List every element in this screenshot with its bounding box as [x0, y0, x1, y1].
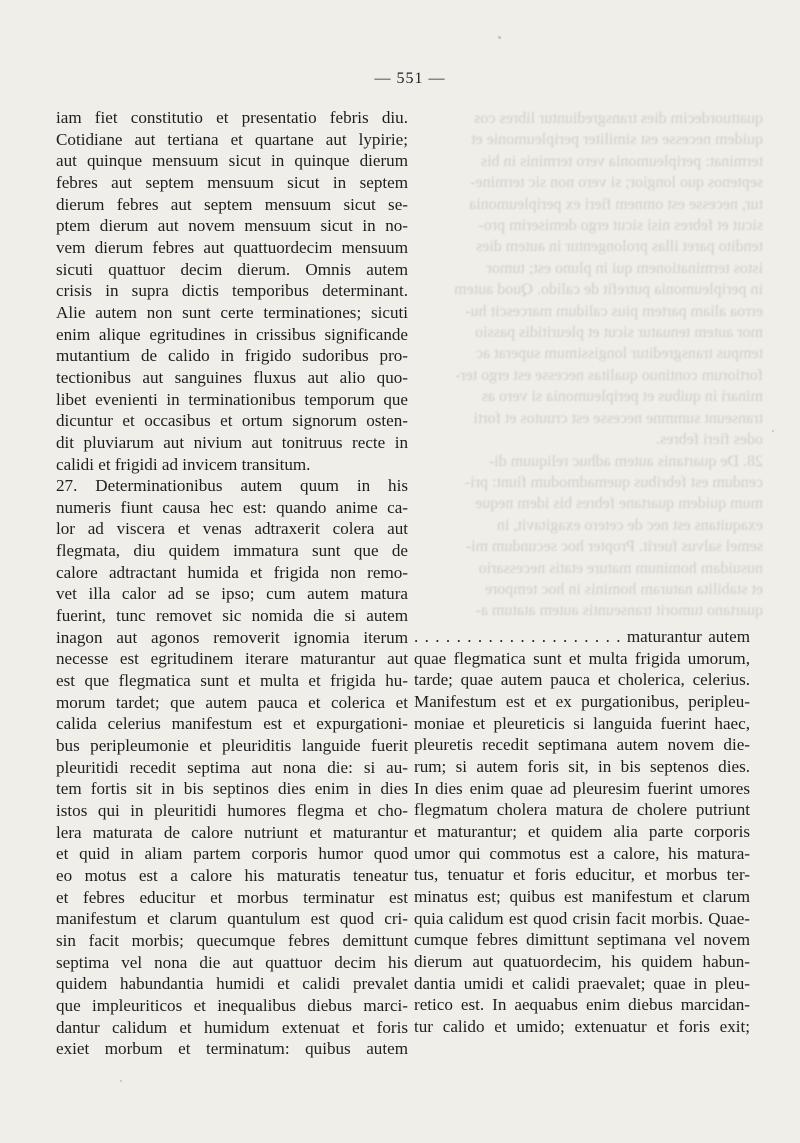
text-line: Cotidiane aut tertiana et quartane aut lypirie;	[56, 129, 408, 149]
text-line: quidem habundantia humidi et calidi prevalet	[56, 974, 408, 994]
text-line: eo motus est a calore his maturatis teneatur	[56, 865, 408, 885]
text-line: transeunt summne necesse est cruutos et forti	[473, 409, 763, 427]
text-line: et quid in aliam partem corporis humor quod	[56, 844, 408, 864]
text-line: et febres educitur et morbus terminatur est	[56, 887, 408, 907]
paper-speck	[498, 36, 501, 39]
text-line: inagon aut agonos removerit ignomia iterum	[56, 627, 408, 647]
text-line: nusuidam hominum mature etatis necessario	[478, 559, 763, 577]
text-line: ptem dierum aut novem mensuum sicut in no-	[56, 216, 408, 236]
text-line: istos terminationem qui in pluno est; tumor	[486, 259, 763, 277]
text-line: et stabilita naturam hominis in hoc tempore	[484, 580, 763, 598]
text-line: exaquitans est nec de cetero exagitavit, in	[496, 516, 763, 534]
text-line: flegmata, diu quidem immatura sunt que de	[56, 541, 408, 561]
right-column-text	[414, 626, 750, 1037]
text-line: dantia umidi et calidi praevalet; quae in pleu-	[414, 973, 750, 993]
text-line: pleuritidi recedit septima aut nona die: si au-	[56, 757, 408, 777]
text-line: terminat: peripleumonia vero terminis in bis	[480, 152, 763, 170]
text-line: tem fortis sit in bis septinos dies enim in dies	[56, 779, 408, 799]
text-line: calore adtractant humida et frigida non remo-	[56, 562, 408, 582]
text-line: quae flegmatica sunt et multa frigida umorum,	[414, 648, 750, 668]
text-line: minatus est; quibus est manifestum et clarum	[414, 886, 750, 906]
text-line: calida celerius manifestum est et expurgationi-	[56, 714, 408, 734]
text-line: quattuordecim dies transgrediuntur libres cos	[474, 110, 763, 127]
text-line: fortiorum continuo qualitas necesse est ergo ter-	[455, 366, 763, 384]
page-number: — 551 —	[374, 70, 446, 87]
text-line: enim alique egritudines in crissibus significande	[56, 324, 408, 344]
text-line: pleuretis recedit septimana autem novem die-	[414, 735, 750, 755]
text-line: manifestum et clarum quantulum est quod cri-	[56, 909, 408, 929]
text-line: septenos quo longior; si vero non sic termine-	[470, 174, 763, 192]
text-line: erroa aliam partem pius calidum marcescit hu-	[465, 302, 763, 320]
text-line: Alie autem non sunt certe terminationes; sicuti	[56, 302, 408, 322]
text-line: 27. Determinationibus autem quum in his	[56, 476, 408, 496]
text-line: sicut et febres nisi sicut ergo demiserim pro-	[478, 217, 763, 235]
text-line: sin facit morbis; quecumque febres demittunt	[56, 930, 408, 950]
text-line: sicuti quattuor decim dierum. Omnis autem	[56, 259, 408, 279]
text-line: lera maturata de calore nutriunt et maturantur	[56, 822, 408, 842]
text-line: tus, tenuatur et foris educitur, et morbus ter-	[414, 865, 750, 885]
text-line: minari in quibus et peripleumonia si vero as	[481, 388, 763, 406]
text-line: quartano tumorit transeuntis autem atatum a-	[475, 602, 763, 620]
text-line: moniae et pleureticis si languida fuerint haec,	[414, 713, 750, 733]
text-line: tectionibus aut sanguines fluxus aut alio quo-	[56, 367, 408, 387]
text-line: tendito paret illas prolongentur in autem dies	[475, 238, 763, 256]
text-line: Manifestum est et ex purgationibus, peripleu-	[414, 691, 750, 711]
paper-speck	[772, 430, 774, 432]
text-line: . . . . . . . . . . . . . . . . . . . . maturantur autem	[414, 627, 750, 646]
text-line: in peripleumonia putrefit de calido. Quod autem	[454, 281, 763, 299]
left-column-text	[56, 107, 408, 1060]
text-line: lor ad viscera et venas adtraxerit colera aut	[56, 519, 408, 539]
text-line: mor autem tenuatur sicut et pleuritidis passio	[475, 324, 763, 342]
text-line: In dies enim quae ad pleuresim fuerint umores	[414, 778, 750, 798]
text-line: istos qui in pleuritidi humores flegma et cho-	[56, 801, 408, 820]
text-line: mutantium de calido in frigido sudoribus pro-	[56, 346, 408, 366]
text-line: flegmatum cholera matura de cholere putriunt	[414, 800, 750, 820]
text-line: retico est. In aequabus enim diebus marcidan-	[414, 995, 750, 1015]
text-line: fuerint, tunc removet sic nomida die si autem	[56, 606, 408, 626]
text-line: cendum est febribus quemadmodum fiunt: pri-	[464, 473, 763, 491]
text-line: umor qui commotus est a calore, his matura-	[414, 843, 750, 863]
text-line: iam fiet constitutio et presentatio febris diu.	[56, 108, 408, 127]
text-line: que impleuriticos et inequalibus diebus marci-	[56, 995, 408, 1015]
text-line: dantur calidum et humidum extenuat et foris	[56, 1017, 408, 1037]
text-line: tur calido et umido; extenuatur et foris exit;	[414, 1016, 750, 1036]
text-line: et maturantur; et quidem alia parte corporis	[414, 821, 750, 841]
text-line: dit pluviarum aut nivium aut tonitruus recte in	[56, 432, 408, 452]
text-line: dierum aut quatuordecim, his quidem habun-	[414, 951, 750, 971]
text-line: morum tardet; que autem pauca et colerica et	[56, 692, 408, 712]
text-line: bus peripleumonie et pleuriditis languide fuerit	[56, 736, 408, 756]
text-line: tempus transgreditur longissimum superat ac	[475, 345, 763, 363]
text-line: vet illa calor ad se ipso; cum autem matura	[56, 584, 408, 604]
text-line: mum quidem quartane febres bis idem neque	[475, 495, 763, 513]
text-line: dicuntur et occasibus et ortum signorum osten-	[56, 411, 408, 431]
text-line: aut quinque mensuum sicut in quinque dierum	[56, 151, 408, 171]
text-line: odes fieri febres.	[655, 431, 763, 449]
text-line: 28. De quartanis autem adhuc reliquum di-	[488, 452, 763, 470]
text-line: tur, necesse est omnem fieri ex peripleumonia	[469, 195, 763, 213]
text-line: dierum febres aut septem mensuum sicut se-	[56, 194, 408, 214]
text-line: calidi et frigidi ad invicem transitum.	[56, 454, 311, 474]
text-line: libet evenienti in terminationibus temporum que	[56, 389, 408, 409]
text-line: exiet morbum et terminatum: quibus autem	[56, 1039, 408, 1059]
text-line: febres aut septem mensuum sicut in septem	[56, 172, 408, 192]
show-through-text	[418, 108, 763, 622]
text-line: septima vel nona die aut quattuor decim his	[56, 952, 408, 972]
text-line: vem dierum febres aut quattuordecim mensuum	[56, 237, 408, 257]
text-line: semel salvus fuerit. Propter hoc secundum mi-	[465, 538, 763, 556]
text-line: rum; si autem foris sit, in bis septenos dies.	[414, 756, 750, 776]
paper-speck	[120, 1080, 122, 1082]
text-line: quia calidum est quod crisin facit morbis. Quae-	[414, 908, 750, 928]
text-line: est que flegmatica sunt et multa et frigida hu-	[56, 671, 408, 691]
text-line: numeris fiunt causa hec est: quando anime ca-	[56, 497, 408, 517]
text-line: crisis in supra dictis temporibus determinant.	[56, 281, 408, 301]
text-line: necesse est egritudinem iterare maturantur aut	[56, 649, 408, 669]
text-line: quidem necesse est similiter peripleumonie et	[471, 131, 763, 149]
text-line: tarde; quae autem pauca et cholerica, celerius.	[414, 670, 750, 690]
text-line: cumque febres dimittunt septimana vel novem	[414, 930, 750, 950]
